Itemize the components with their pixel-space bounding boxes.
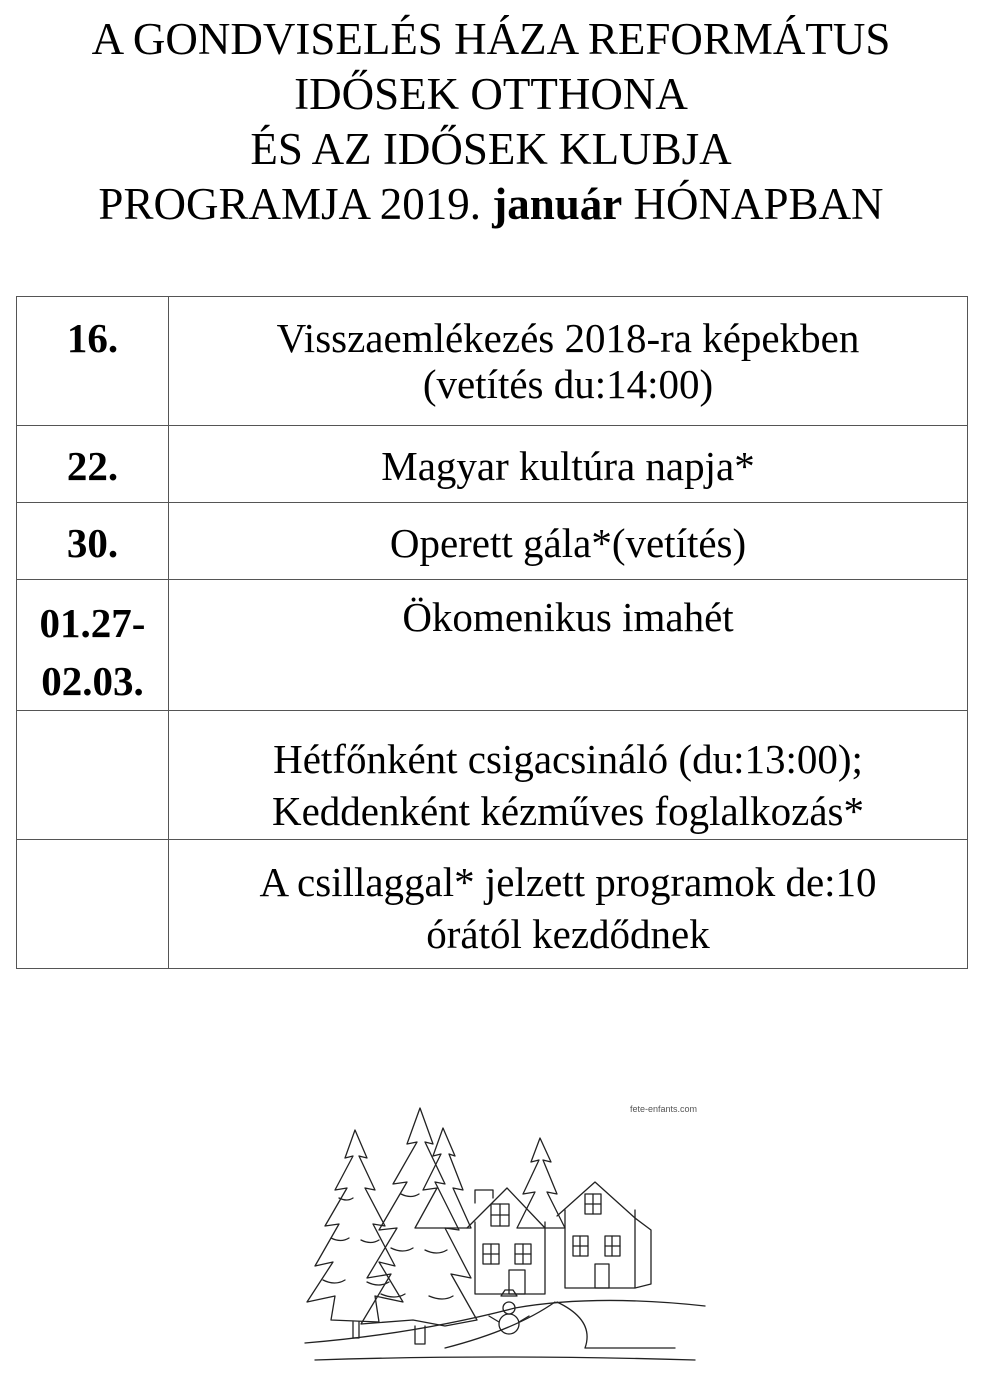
date-text: 16. — [66, 315, 119, 361]
program-table — [16, 296, 968, 969]
table-row — [17, 580, 968, 711]
date-cell — [17, 580, 169, 711]
date-cell — [17, 840, 169, 969]
event-text — [169, 840, 967, 960]
title-line-4 — [0, 177, 982, 232]
table-row — [17, 297, 968, 426]
event-cell — [169, 580, 968, 711]
date-cell — [17, 426, 169, 503]
title-line-1: A GONDVISELÉS HÁZA REFORMÁTUS — [91, 14, 891, 64]
event-cell — [169, 426, 968, 503]
event-text — [169, 711, 967, 837]
event-line: (vetítés du:14:00) — [422, 361, 714, 407]
date-cell — [17, 503, 169, 580]
date-text — [17, 580, 168, 710]
title-suffix: HÓNAPBAN — [633, 179, 884, 229]
event-cell — [169, 503, 968, 580]
illustration-credit: fete-enfants.com — [630, 1104, 698, 1114]
event-text: Operett gála*(vetítés) — [389, 520, 747, 566]
title-line-2: IDŐSEK OTTHONA — [294, 69, 688, 119]
date-text: 30. — [66, 520, 119, 566]
event-line: Hétfőnként csigacsináló (du:13:00); — [273, 736, 863, 782]
date-text: 22. — [66, 443, 119, 489]
date-cell — [17, 711, 169, 840]
winter-village-drawing-icon — [295, 1098, 715, 1368]
date-text — [17, 840, 168, 856]
event-line: A csillaggal* jelzett programok de:10 — [259, 859, 877, 905]
event-cell — [169, 711, 968, 840]
event-cell — [169, 840, 968, 969]
event-line: Visszaemlékezés 2018-ra képekben — [276, 315, 860, 361]
event-text: Ökomenikus imahét — [402, 594, 734, 640]
date-cell — [17, 297, 169, 426]
title-prefix: PROGRAMJA 2019. — [98, 179, 482, 229]
table-row — [17, 711, 968, 840]
title-line-3: ÉS AZ IDŐSEK KLUBJA — [250, 124, 732, 174]
event-text: Magyar kultúra napja* — [381, 443, 755, 489]
date-line: 01.27- — [39, 600, 146, 646]
page-title — [0, 12, 982, 232]
title-month: január — [492, 179, 623, 229]
event-cell — [169, 297, 968, 426]
date-line: 02.03. — [41, 658, 144, 704]
table-row — [17, 426, 968, 503]
event-line: órától kezdődnek — [426, 911, 710, 957]
date-text — [17, 711, 168, 733]
table-row — [17, 503, 968, 580]
table-row — [17, 840, 968, 969]
event-line: Keddenként kézműves foglalkozás* — [271, 788, 865, 834]
event-text — [169, 297, 967, 407]
